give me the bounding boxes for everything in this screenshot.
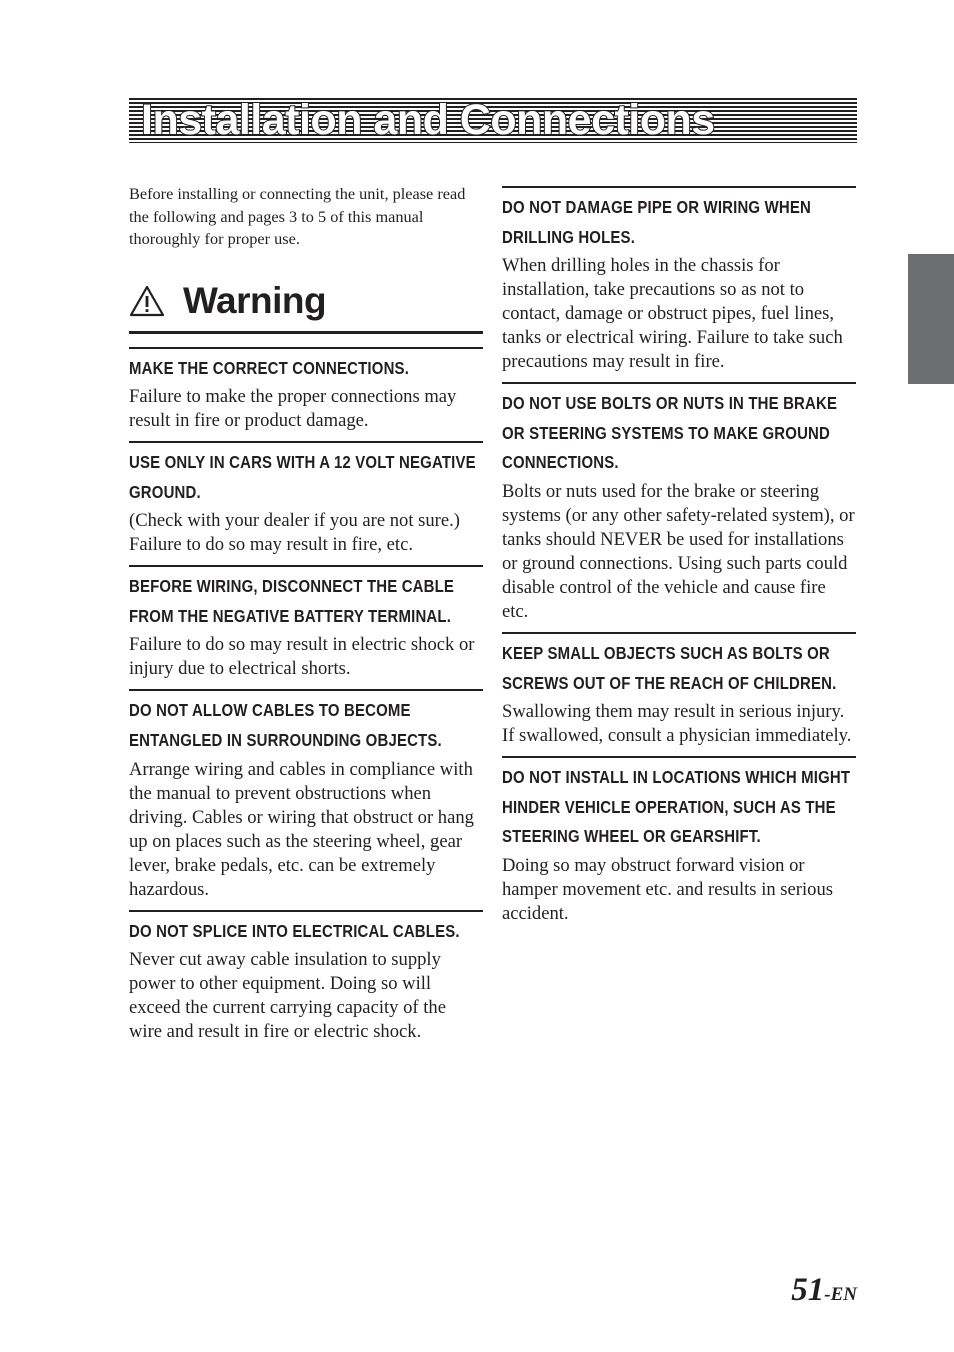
page-number [791,1272,857,1309]
section-body: Swallowing them may result in serious injury. If swallowed, consult a physician immediately. [502,701,852,747]
page-number-suffix: -EN [824,1284,857,1305]
section-heading: USE ONLY IN CARS WITH A 12 VOLT NEGATIVE GROUND. [129,452,476,502]
section-body: Never cut away cable insulation to supply power to other equipment. Doing so will exceed the current carrying capacity of the wire and result in fire or electric shock. [129,949,446,1043]
warning-section [129,689,483,909]
intro-text: Before installing or connecting the unit, please read the following and pages 3 to 5 of this manual thoroughly for proper use. [129,184,466,248]
warning-section [129,441,483,565]
warning-section [502,186,856,382]
right-column [502,186,856,934]
section-body: Bolts or nuts used for the brake or steering systems (or any other safety-related system), or tanks should NEVER be used for installations or ground connections. Using such parts could disable control of the vehicle and cause fire etc. [502,480,855,622]
warning-section [502,756,856,934]
chapter-side-tab [908,254,954,384]
warning-section [502,632,856,756]
section-body: (Check with your dealer if you are not sure.) Failure to do so may result in fire, etc. [129,510,460,556]
warning-section [129,347,483,442]
warning-title: Warning [183,279,327,321]
page-title: Installation and Connections [141,96,715,144]
section-body: Doing so may obstruct forward vision or hamper movement etc. and results in serious accident. [502,854,833,924]
warning-triangle-icon [129,285,165,317]
section-heading: BEFORE WIRING, DISCONNECT THE CABLE FROM THE NEGATIVE BATTERY TERMINAL. [129,576,455,626]
section-body: Failure to do so may result in electric shock or injury due to electrical shorts. [129,634,475,680]
section-body: When drilling holes in the chassis for installation, take precautions so as not to contact, damage or obstruct pipes, fuel lines, tanks or electrical wiring. Failure to take such precautions may result in fire. [502,255,843,373]
section-heading: DO NOT USE BOLTS OR NUTS IN THE BRAKE OR STEERING SYSTEMS TO MAKE GROUND CONNECTIONS. [502,393,838,473]
section-body: Failure to make the proper connections may result in fire or product damage. [129,386,457,432]
section-body: Arrange wiring and cables in compliance with the manual to prevent obstructions when driving. Cables or wiring that obstruct or hang up on places such as the steering wheel, gear lever, brake pedals, etc. can be extremely hazardous. [129,758,474,900]
left-column [129,183,483,1052]
section-heading: KEEP SMALL OBJECTS SUCH AS BOLTS OR SCREWS OUT OF THE REACH OF CHILDREN. [502,642,837,693]
warning-header [129,273,483,334]
section-heading: MAKE THE CORRECT CONNECTIONS. [129,357,410,378]
section-heading: DO NOT ALLOW CABLES TO BECOME ENTANGLED IN SURROUNDING OBJECTS. [129,700,442,751]
section-heading: DO NOT SPLICE INTO ELECTRICAL CABLES. [129,920,460,941]
warning-section [129,565,483,689]
page-title-bar [129,98,857,143]
section-heading: DO NOT DAMAGE PIPE OR WIRING WHEN DRILLING HOLES. [502,197,811,247]
warning-section [502,382,856,632]
page-number-value: 51 [791,1272,825,1308]
warning-section [129,910,483,1053]
section-heading: DO NOT INSTALL IN LOCATIONS WHICH MIGHT HINDER VEHICLE OPERATION, SUCH AS THE STEERING WHEEL OR GEARSHIFT. [502,767,851,847]
